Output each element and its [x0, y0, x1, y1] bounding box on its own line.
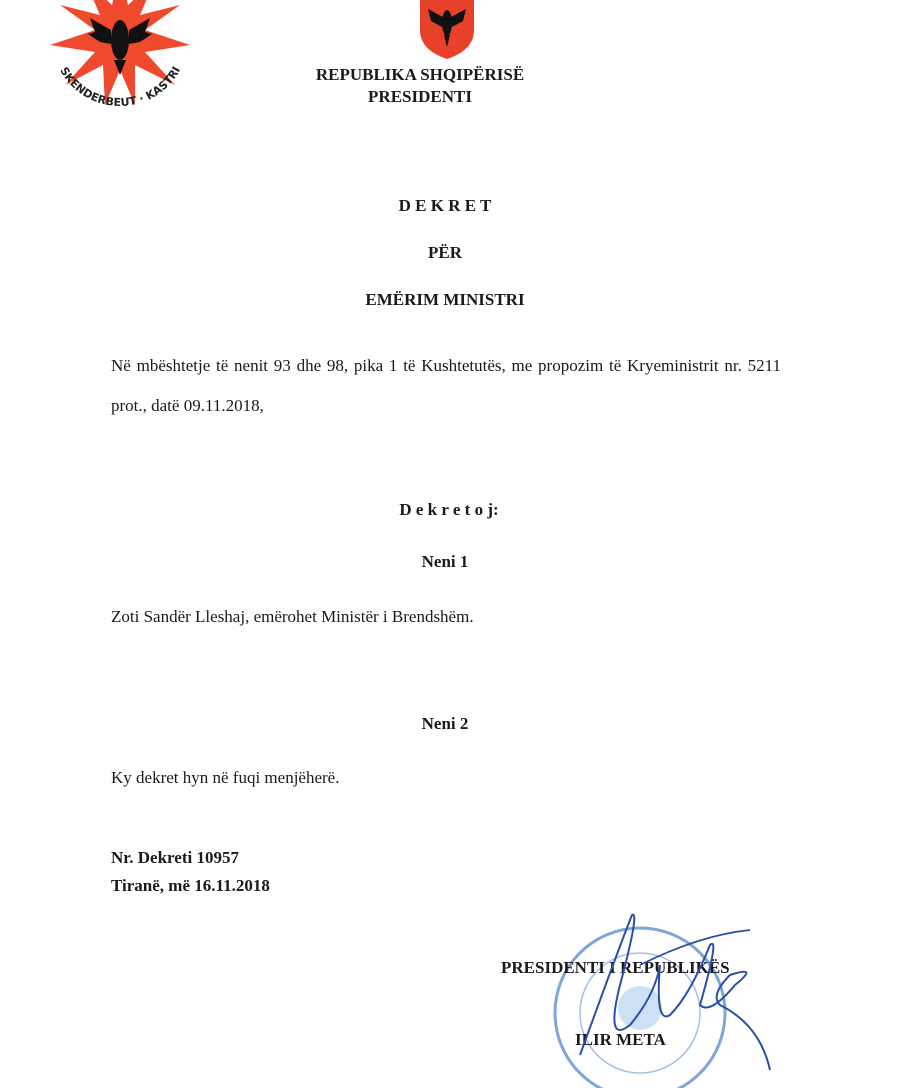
doc-title: D E K R E T [398, 196, 492, 215]
decree-word: D e k r e t o j: [399, 500, 499, 519]
seal-text: SKENDERBEUT · KASTRI [57, 64, 184, 110]
article-1-text: Zoti Sandër Lleshaj, emërohet Ministër i Brendshëm. [111, 607, 474, 626]
seal-logo [40, 0, 200, 120]
header-president: PRESIDENTI [368, 87, 472, 106]
signatory-title: PRESIDENTI I REPUBLIKËS [501, 958, 730, 977]
decree-number: Nr. Dekreti 10957 [111, 848, 239, 867]
handwritten-signature [560, 905, 790, 1075]
signatory-name: ILIR META [575, 1030, 666, 1049]
article-2-text: Ky dekret hyn në fuqi menjëherë. [111, 768, 340, 787]
article-1-heading: Neni 1 [421, 552, 469, 571]
header-republic: REPUBLIKA SHQIPËRISË [315, 65, 525, 84]
albania-emblem-icon [418, 0, 476, 60]
doc-title-per: PËR [428, 243, 462, 262]
place-date: Tiranë, më 16.11.2018 [111, 876, 270, 895]
preamble: Në mbështetje të nenit 93 dhe 98, pika 1 të Kushtetutës, me propozim të Kryeministrit nr. 5211 prot., datë 09.11.2018, [111, 356, 781, 415]
doc-subject: EMËRIM MINISTRI [365, 290, 525, 309]
article-2-heading: Neni 2 [421, 714, 469, 733]
